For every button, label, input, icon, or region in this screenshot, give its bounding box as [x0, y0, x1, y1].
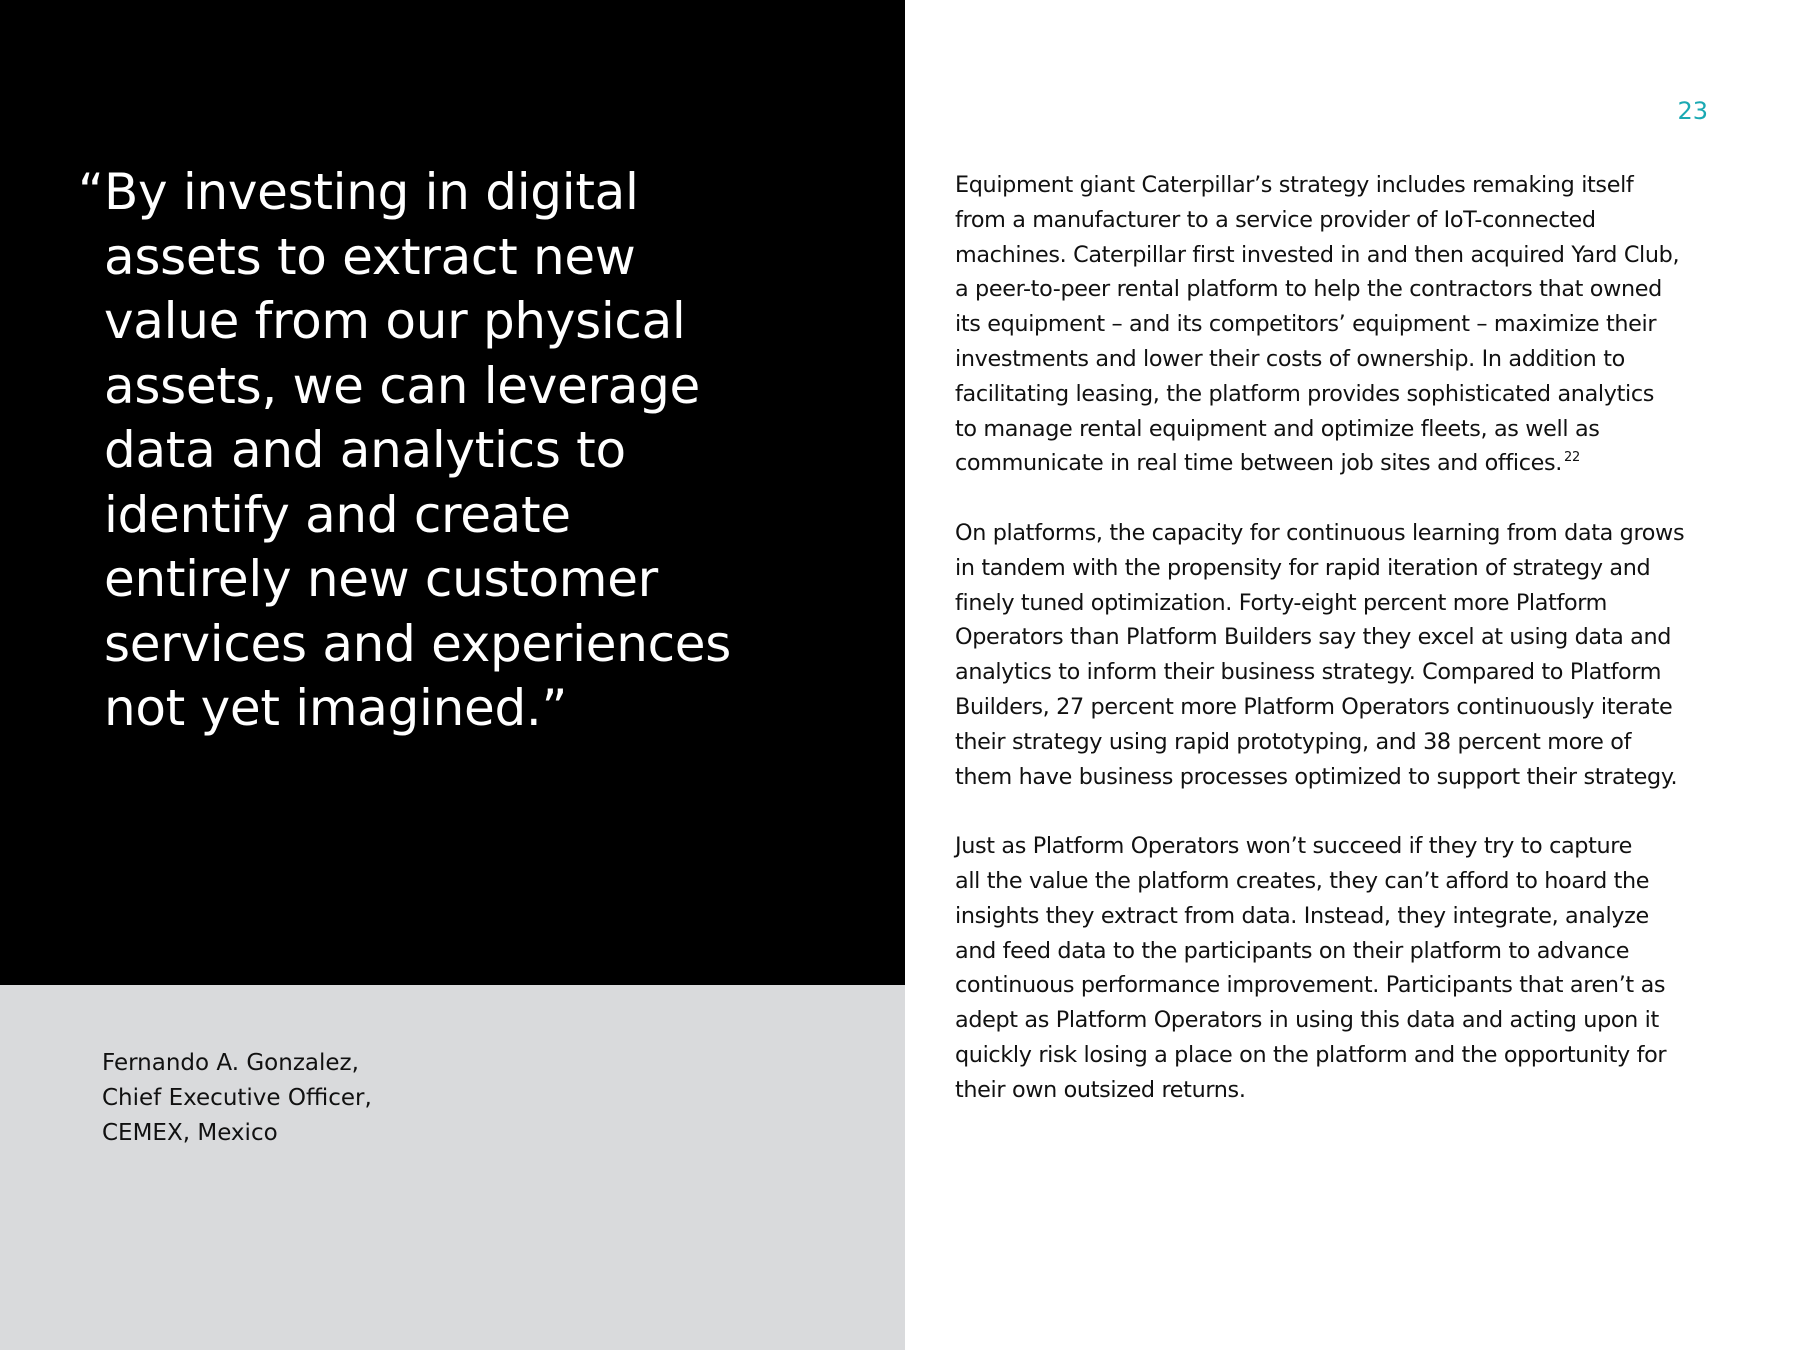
quote-line: assets to extract new — [104, 227, 636, 286]
page-number: 23 — [1677, 97, 1708, 125]
text-line: and feed data to the participants on their platform to advance — [955, 937, 1630, 964]
body-paragraph-caterpillar — [955, 168, 1745, 481]
text-line: its equipment – and its competitors’ equipment – maximize their — [955, 311, 1657, 338]
quote-attribution — [102, 1046, 372, 1151]
text-line: Equipment giant Caterpillar’s strategy includes remaking itself — [955, 172, 1634, 198]
quote-line: By investing in digital — [104, 163, 639, 221]
attribution-title: Chief Executive Officer, — [102, 1085, 372, 1111]
text-line: analytics to inform their business strategy. Compared to Platform — [955, 659, 1662, 686]
text-line: communicate in real time between job sites and offices. — [955, 450, 1563, 477]
text-line: On platforms, the capacity for continuous learning from data grows — [955, 519, 1685, 546]
text-line-with-footnote — [955, 446, 1745, 481]
body-paragraph-platforms — [955, 516, 1745, 794]
footnote-reference: 22 — [1564, 450, 1580, 466]
quote-line: data and analytics to — [104, 421, 626, 479]
text-line: a peer-to-peer rental platform to help the contractors that owned — [955, 276, 1662, 303]
quote-line: not yet imagined.” — [104, 679, 568, 737]
text-line: finely tuned optimization. Forty-eight percent more Platform — [955, 589, 1608, 616]
body-copy — [955, 168, 1745, 1142]
quote-line: entirely new customer — [104, 550, 658, 608]
text-line: all the value the platform creates, they can’t afford to hoard the — [955, 867, 1650, 894]
text-line: machines. Caterpillar first invested in and then acquired Yard Club, — [955, 241, 1680, 268]
attribution-company: CEMEX, Mexico — [102, 1120, 278, 1146]
text-line: insights they extract from data. Instead, they integrate, analyze — [955, 902, 1649, 929]
text-line: in tandem with the propensity for rapid iteration of strategy and — [955, 554, 1651, 581]
text-line: facilitating leasing, the platform provides sophisticated analytics — [955, 380, 1654, 407]
opening-quote-mark: “ — [78, 163, 104, 221]
text-line: Builders, 27 percent more Platform Operators continuously iterate — [955, 693, 1673, 720]
quote-panel — [0, 0, 905, 985]
attribution-name: Fernando A. Gonzalez, — [102, 1050, 359, 1076]
text-line: continuous performance improvement. Participants that aren’t as — [955, 972, 1666, 999]
text-line: Operators than Platform Builders say they excel at using data and — [955, 624, 1672, 651]
body-paragraph-operators — [955, 829, 1745, 1107]
quote-line: services and experiences — [104, 614, 731, 673]
text-line: their strategy using rapid prototyping, and 38 percent more of — [955, 728, 1632, 755]
quote-line: assets, we can leverage — [104, 356, 701, 415]
pull-quote — [78, 160, 864, 741]
text-line: quickly risk losing a place on the platform and the opportunity for — [955, 1041, 1667, 1068]
quote-line: identify and create — [104, 485, 571, 544]
text-line: Just as Platform Operators won’t succeed if they try to capture — [955, 833, 1632, 860]
text-line: adept as Platform Operators in using this data and acting upon it — [955, 1007, 1659, 1034]
quote-line: value from our physical — [104, 292, 686, 350]
text-line: their own outsized returns. — [955, 1076, 1246, 1103]
text-line: investments and lower their costs of ownership. In addition to — [955, 345, 1625, 372]
text-line: from a manufacturer to a service provider of IoT-connected — [955, 206, 1596, 233]
text-line: to manage rental equipment and optimize fleets, as well as — [955, 415, 1600, 442]
text-line: them have business processes optimized to support their strategy. — [955, 763, 1678, 790]
attribution-panel — [0, 985, 905, 1350]
